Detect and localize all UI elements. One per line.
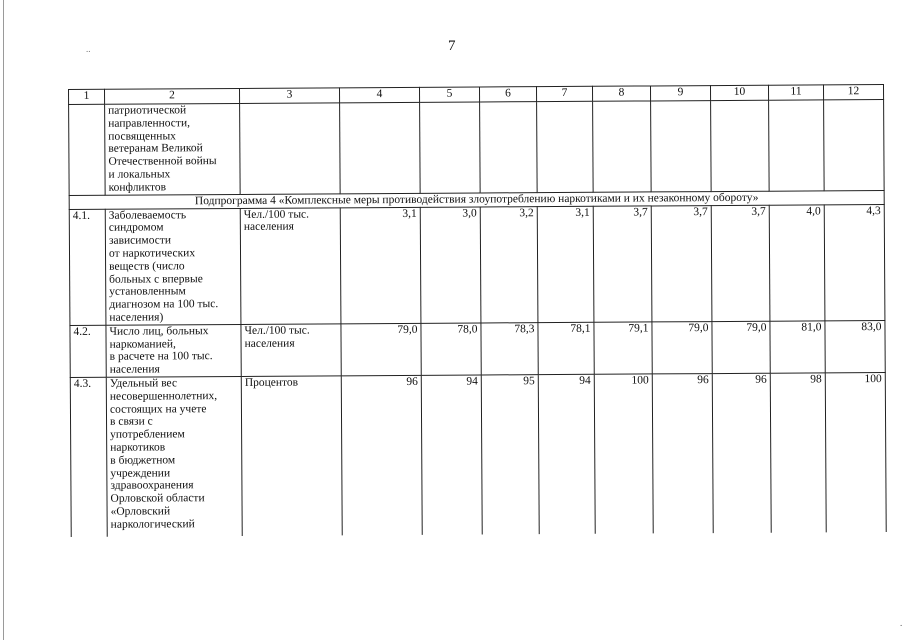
index-cell: 4.2. [70,325,106,377]
unit-cell [240,207,341,324]
value-cell: 4,3 [824,204,885,321]
value-cell [537,101,594,192]
col-header: 7 [536,86,592,101]
col-header: 9 [650,86,710,101]
text-line: Число лиц, больных [109,324,209,338]
value-cell [420,102,481,193]
value-cell [480,102,538,193]
index-cell: 4.1. [69,209,106,325]
text-line: в связи с [109,415,153,429]
scan-mark: .. [86,44,91,54]
col-header: 11 [768,85,823,100]
value-cell: 3,7 [711,205,770,322]
text-line: посвященных [108,129,176,143]
text-line: направленности, [108,117,190,130]
value-cell: 3,0 [420,207,481,324]
value-cell: 3,1 [537,206,594,323]
col-header: 3 [239,88,339,104]
text-line: употреблением [110,428,185,441]
text-line: патриотической [108,104,187,117]
text-line: Чел./100 тыс. [244,324,310,337]
text-line: наркотиков [110,441,166,454]
text-line: Процентов [244,376,299,389]
value-cell: 100 [594,374,653,533]
indicator-cell [106,324,241,377]
value-cell: 79,0 [341,323,421,376]
value-cell: 78,1 [538,322,594,375]
text-line: состоящих на учете [109,402,207,416]
scan-mark-bottom: . [900,618,903,628]
value-cell: 4,0 [769,204,825,321]
col-header: 10 [710,85,768,100]
text-line: веществ (число [109,260,185,273]
text-line: от наркотических [108,247,196,260]
left-scan-edge [3,0,4,640]
text-line: населения) [109,311,164,324]
cell-gap [111,530,239,535]
indicator-cell [105,208,241,325]
index-cell: 4.3. [70,377,107,536]
col-header: 1 [69,89,105,104]
text-line: Заболеваемость [108,208,187,222]
value-cell [593,101,652,192]
value-cell: 78,0 [421,323,481,376]
value-cell: 79,1 [594,322,652,375]
value-cell: 94 [421,375,482,534]
value-cell: 94 [538,374,595,533]
text-line: Удельный вес [109,377,178,390]
value-cell [651,101,712,192]
text-line: зависимости [108,234,172,247]
value-cell [769,100,825,191]
col-header: 2 [105,88,240,104]
text-line: здравоохранения [110,479,194,493]
subprogram-title: Подпрограмма 4 «Комплексные меры противодействия злоупотреблению наркотиками и их незаконному обороту» [69,190,884,209]
text-line: в бюджетном [110,454,176,467]
value-cell: 79,0 [712,321,770,374]
col-header: 12 [823,85,883,100]
page-number: 7 [448,38,456,54]
value-cell: 96 [712,373,771,532]
table-row [70,320,885,377]
text-line: установленным [109,285,186,299]
value-cell [711,100,770,191]
text-line: несовершеннолетних, [109,389,218,403]
value-cell: 3,1 [340,207,421,324]
value-cell: 3,7 [651,205,712,322]
text-line: в расчете на 100 тыс. [109,350,213,364]
text-line: «Орловский [110,505,171,518]
value-cell [824,100,885,191]
value-cell: 100 [825,372,886,531]
value-cell: 95 [481,375,539,534]
value-cell: 83,0 [825,320,885,373]
col-header: 4 [339,87,419,102]
value-cell: 96 [652,374,713,533]
text-line: населения [243,220,294,234]
value-cell: 81,0 [770,321,825,374]
index-cell [69,104,106,195]
text-line: населения [109,363,160,376]
text-line: учреждении [110,466,171,480]
value-cell [340,102,421,193]
indicator-cell [106,376,242,535]
table-row [70,372,886,536]
text-line: конфликтов [108,181,167,194]
unit-cell [241,324,341,377]
text-line: Отечественной войны [108,155,217,168]
table-row-continued [69,100,885,196]
text-line: Орловской области [110,492,205,505]
text-line: синдромом [108,221,164,235]
value-cell: 78,3 [481,322,538,375]
text-line: диагнозом на 100 тыс. [109,298,219,311]
value-cell: 96 [341,375,422,534]
text-line: Чел./100 тыс. [243,208,310,221]
table-row [69,204,885,325]
col-header: 5 [419,87,479,102]
value-cell: 3,2 [480,206,538,323]
col-header: 6 [479,87,536,102]
text-line: ветеранам Великой [108,142,203,156]
indicators-table [68,84,887,536]
col-header: 8 [592,86,650,101]
text-line: населения [244,337,295,350]
value-cell: 98 [770,373,826,532]
unit-cell [240,103,341,194]
value-cell: 3,7 [593,206,652,323]
text-line: больных с впервые [109,272,203,286]
text-line: наркологический [110,517,195,531]
indicator-cell [105,103,241,194]
value-cell: 79,0 [652,321,712,374]
text-line: наркоманией, [109,337,176,351]
text-line: и локальных [108,168,171,181]
unit-cell [241,376,342,535]
